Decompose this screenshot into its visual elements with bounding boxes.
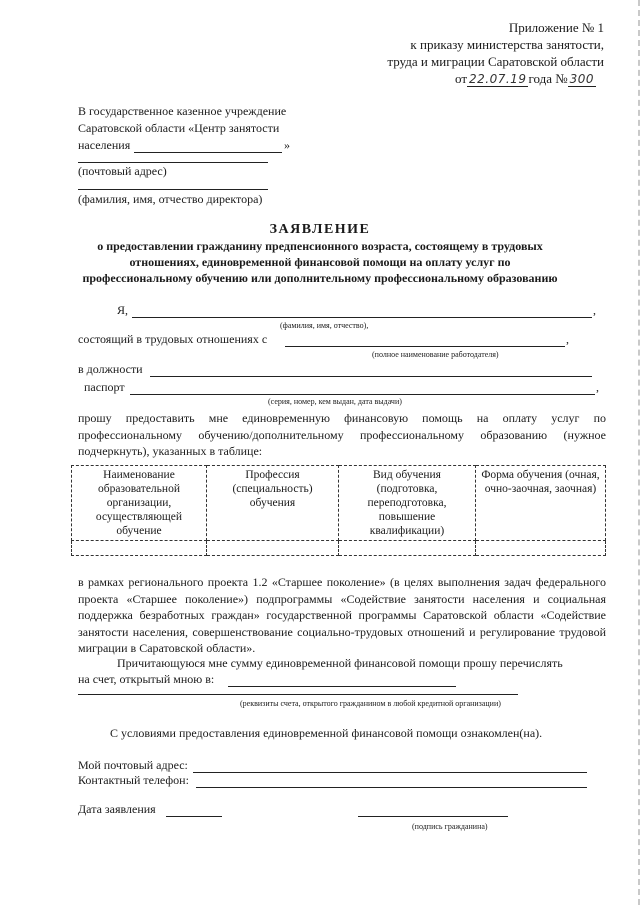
appendix-number: 300 [569, 72, 595, 86]
appendix-year-label: года № [528, 71, 568, 86]
title-sub-1: о предоставлении гражданину предпенсионного возраста, состоящему в трудовых [97, 239, 543, 253]
date-field[interactable] [166, 816, 222, 817]
full-name-hint: (фамилия, имя, отчество), [280, 321, 369, 330]
comma-punct: , [596, 380, 599, 394]
document-title: ЗАЯВЛЕНИЕ [269, 222, 371, 237]
addressee-line-3-prefix: населения [78, 138, 131, 152]
table-cell[interactable] [207, 541, 339, 556]
appendix-line-3: труда и миграции Саратовской области [387, 54, 604, 69]
table-header-profession: Профессия (специальность) обучения [207, 466, 339, 541]
bank-name-field[interactable] [228, 686, 456, 687]
passport-label: паспорт [84, 380, 125, 394]
addressee-line-1: В государственное казенное учреждение [78, 104, 287, 118]
table-header-training-form: Форма обучения (очная, очно-заочная, заочная) [476, 466, 606, 541]
appendix-line-2: к приказу министерства занятости, [410, 37, 604, 52]
table-header-training-type: Вид обучения (подготовка, переподготовка, повышение квалификации) [339, 466, 476, 541]
table-header-organization: Наименование образовательной организации, осуществляющей обучение [72, 466, 207, 541]
signature-field[interactable] [358, 816, 508, 817]
table-cell[interactable] [476, 541, 606, 556]
my-postal-address-field[interactable] [193, 772, 587, 773]
postal-address-field[interactable] [78, 162, 268, 163]
employer-field[interactable] [285, 346, 565, 347]
director-name-label: (фамилия, имя, отчество директора) [78, 192, 263, 206]
passport-field[interactable] [130, 394, 595, 395]
table-header-row [72, 466, 606, 541]
appendix-date: 22.07.19 [469, 72, 527, 86]
addressee-line-3-suffix: » [284, 138, 290, 152]
full-name-field[interactable] [132, 317, 592, 318]
project-paragraph: в рамках регионального проекта 1.2 «Старшее поколение» (в целях выполнения задач федерального проекта «Старшее поколение») подпрограммы «Содействие занятости населения и социальная поддержка безработных граждан» государственной программы Саратовской области «Содействие занятости населения, совершенствование социально-трудовых отношений и регулирование трудовой миграции в Саратовской области». [78, 575, 606, 655]
request-paragraph: прошу предоставить мне единовременную финансовую помощь на оплату услуг по профессиональному обучению/дополнительному профессиональному образованию (нужное подчеркнуть), указанных в таблице: [78, 411, 606, 458]
center-name-field[interactable] [134, 152, 282, 153]
transfer-line-1: Причитающуюся мне сумму единовременной финансовой помощи прошу перечислять [117, 656, 563, 670]
employer-hint: (полное наименование работодателя) [372, 350, 499, 359]
account-hint: (реквизиты счета, открытого гражданином в любой кредитной организации) [240, 699, 501, 708]
comma-punct: , [566, 332, 569, 346]
position-field[interactable] [150, 376, 592, 377]
transfer-line-2: на счет, открытый мною в: [78, 672, 215, 686]
phone-field[interactable] [196, 787, 587, 788]
title-sub-3: профессиональному обучению или дополнительному профессиональному образованию [82, 271, 558, 285]
account-details-field[interactable] [78, 694, 518, 695]
table-cell[interactable] [339, 541, 476, 556]
table-cell[interactable] [72, 541, 207, 556]
position-label: в должности [78, 362, 143, 376]
passport-hint: (серия, номер, кем выдан, дата выдачи) [268, 397, 402, 406]
comma-punct: , [593, 303, 596, 317]
signature-hint: (подпись гражданина) [412, 822, 488, 831]
title-sub-2: отношениях, единовременной финансовой помощи на оплату услуг по [129, 255, 511, 269]
i-label: Я, [117, 303, 129, 317]
employed-label: состоящий в трудовых отношениях с [78, 332, 268, 346]
director-name-field[interactable] [78, 189, 268, 190]
training-table [71, 465, 606, 556]
postal-address-label: (почтовый адрес) [78, 164, 167, 178]
date-label: Дата заявления [78, 802, 156, 816]
addressee-line-2: Саратовской области «Центр занятости [78, 121, 280, 135]
phone-label: Контактный телефон: [78, 773, 189, 787]
conditions-text: С условиями предоставления единовременной финансовой помощи ознакомлен(на). [110, 726, 543, 740]
appendix-from-label: от [455, 71, 468, 86]
appendix-line-1: Приложение № 1 [508, 20, 604, 35]
appendix-date-row [455, 71, 596, 87]
table-row [72, 541, 606, 556]
postal-address-label-2: Мой почтовый адрес: [78, 758, 188, 772]
